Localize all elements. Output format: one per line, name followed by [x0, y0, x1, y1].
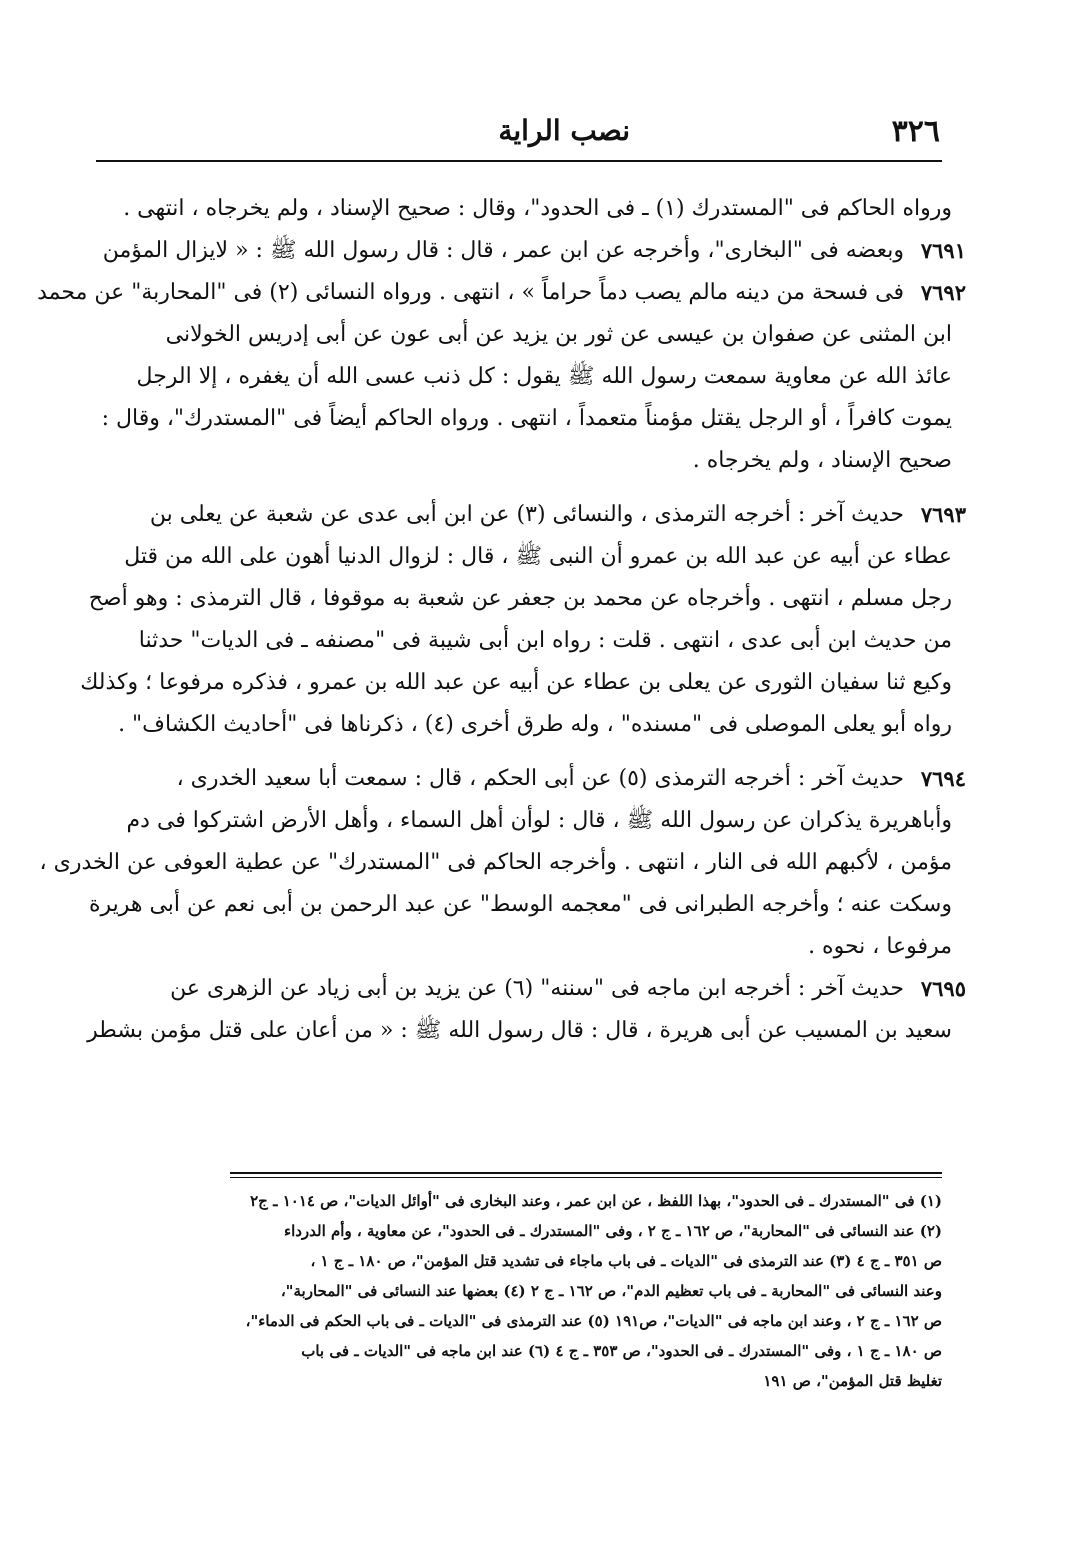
line-text: رجل مسلم ، انتهى . وأخرجاه عن محمد بن جعفر عن شعبة به موقوفا ، قال الترمذى : وهو أصح	[88, 586, 952, 611]
line-text: ابن المثنى عن صفوان بن عيسى عن ثور بن يزيد عن أبى عون عن أبى إدريس الخولانى	[165, 322, 952, 347]
header-rule	[96, 160, 942, 162]
hadith-number: ٧٦٩٤	[920, 766, 966, 791]
text-line	[96, 704, 960, 746]
text-line	[96, 356, 960, 398]
line-text: حديث آخر : أخرجه ابن ماجه فى "سننه" (٦) عن يزيد بن أبى زياد عن الزهرى عن	[170, 976, 904, 1001]
line-text: حديث آخر : أخرجه الترمذى ، والنسائى (٣) عن ابن أبى عدى عن شعبة عن يعلى بن	[149, 502, 904, 527]
line-text: وسكت عنه ؛ وأخرجه الطبرانى فى "معجمه الوسط" عن عبد الرحمن بن أبى نعم عن أبى هريرة	[88, 892, 952, 917]
text-line	[96, 800, 960, 842]
line-text: وبعضه فى "البخارى"، وأخرجه عن ابن عمر ، قال : قال رسول الله ﷺ : « لايزال المؤمن	[102, 238, 904, 263]
line-text: عطاء عن أبيه عن عبد الله بن عمرو أن النبى ﷺ ، قال : لزوال الدنيا أهون على الله من قتل	[124, 544, 952, 569]
line-text: رواه أبو يعلى الموصلى فى "مسنده" ، وله طرق أخرى (٤) ، ذكرناها فى "أحاديث الكشاف" .	[118, 712, 952, 737]
text-line	[39, 842, 960, 884]
line-text: مؤمن ، لأكبهم الله فى النار ، انتهى . وأخرجه الحاكم فى "المستدرك" عن عطية العوفى عن الخدرى ،	[39, 850, 952, 875]
text-line	[96, 926, 960, 968]
text-line	[88, 884, 960, 926]
text-line	[80, 662, 960, 704]
text-line	[96, 188, 960, 230]
text-line	[88, 578, 960, 620]
text-line	[96, 968, 966, 1010]
footnote-line: وعند النسائى فى "المحاربة ـ فى باب تعظيم الدم"، ص ١٦٢ ـ ج ٢ (٤) بعضها عند النسائى فى "المحاربة"،	[280, 1282, 942, 1300]
line-text: من حديث ابن أبى عدى ، انتهى . قلت : رواه ابن أبى شيبة فى "مصنفه ـ فى الديات" حدثنا	[138, 628, 952, 653]
hadith-number: ٧٦٩٢	[920, 280, 966, 305]
text-line	[96, 230, 966, 272]
line-text: سعيد بن المسيب عن أبى هريرة ، قال : قال رسول الله ﷺ : « من أعان على قتل مؤمن بشطر	[87, 1018, 952, 1043]
footnote-line: ص ١٦٢ ـ ج ٢ ، وعند ابن ماجه فى "الديات"، ص١٩١ (٥) عند الترمذى فى "الديات ـ فى باب الحكم فى الدماء"،	[245, 1312, 942, 1330]
hadith-number: ٧٦٩٥	[920, 976, 966, 1001]
line-text: وكيع ثنا سفيان الثورى عن يعلى بن عطاء عن أبيه عن عبد الله بن عمرو ، فذكره مرفوعا ؛ وكذلك	[80, 670, 952, 695]
text-line	[96, 440, 960, 482]
line-text: صحيح الإسناد ، ولم يخرجاه .	[692, 448, 952, 473]
line-text: عائذ الله عن معاوية سمعت رسول الله ﷺ يقول : كل ذنب عسى الله أن يغفره ، إلا الرجل	[136, 364, 952, 389]
page-number: ٣٢٦	[891, 114, 940, 149]
text-line	[37, 272, 966, 314]
line-text: وأباهريرة يذكران عن رسول الله ﷺ ، قال : لوأن أهل السماء ، وأهل الأرض اشتركوا فى دم	[126, 808, 952, 833]
footnote-rule	[230, 1172, 942, 1178]
footnote-line: ص ٣٥١ ـ ج ٤ (٣) عند الترمذى فى "الديات ـ فى باب ماجاء فى تشديد قتل المؤمن"، ص ١٨٠ ـ ج ١ ،	[310, 1252, 942, 1270]
line-text: مرفوعا ، نحوه .	[808, 934, 952, 959]
hadith-number: ٧٦٩٣	[920, 502, 966, 527]
main-text	[37, 188, 966, 1052]
footnote-line: ص ١٨٠ ـ ج ١ ، وفى "المستدرك ـ فى الحدود"، ص ٣٥٣ ـ ج ٤ (٦) عند ابن ماجه فى "الديات ـ فى باب	[301, 1342, 942, 1360]
text-line	[96, 620, 960, 662]
footnotes	[96, 1186, 942, 1396]
line-text: حديث آخر : أخرجه الترمذى (٥) عن أبى الحكم ، قال : سمعت أبا سعيد الخدرى ،	[176, 766, 904, 791]
line-text: فى فسحة من دينه مالم يصب دماً حراماً » ، انتهى . ورواه النسائى (٢) فى "المحاربة" عن محمد	[37, 280, 904, 305]
paragraph-gap	[96, 482, 960, 494]
text-line	[96, 398, 960, 440]
line-text: يموت كافراً ، أو الرجل يقتل مؤمناً متعمداً ، انتهى . ورواه الحاكم أيضاً فى "المستدرك"، وقال :	[101, 406, 952, 431]
text-line	[96, 494, 966, 536]
hadith-number: ٧٦٩١	[920, 238, 966, 263]
text-line	[96, 536, 960, 578]
footnote-line: (٢) عند النسائى فى "المحاربة"، ص ١٦٢ ـ ج ٢ ، وفى "المستدرك ـ فى الحدود"، عن معاوية ، وأم الدرداء	[284, 1222, 942, 1240]
text-line	[96, 758, 966, 800]
paragraph-gap	[96, 746, 960, 758]
running-title: نصب الراية	[498, 114, 630, 147]
text-line	[87, 1010, 960, 1052]
footnote-line: (١) فى "المستدرك ـ فى الحدود"، بهذا اللفظ ، عن ابن عمر ، وعند البخارى فى "أوائل الديات"، ص ١٠١٤ ـ ج٢	[250, 1192, 942, 1210]
text-line	[96, 314, 960, 356]
page-header	[96, 108, 960, 154]
line-text: ورواه الحاكم فى "المستدرك (١) ـ فى الحدود"، وقال : صحيح الإسناد ، ولم يخرجاه ، انتهى .	[123, 196, 952, 221]
footnote-line: تغليظ قتل المؤمن"، ص ١٩١	[763, 1372, 942, 1390]
